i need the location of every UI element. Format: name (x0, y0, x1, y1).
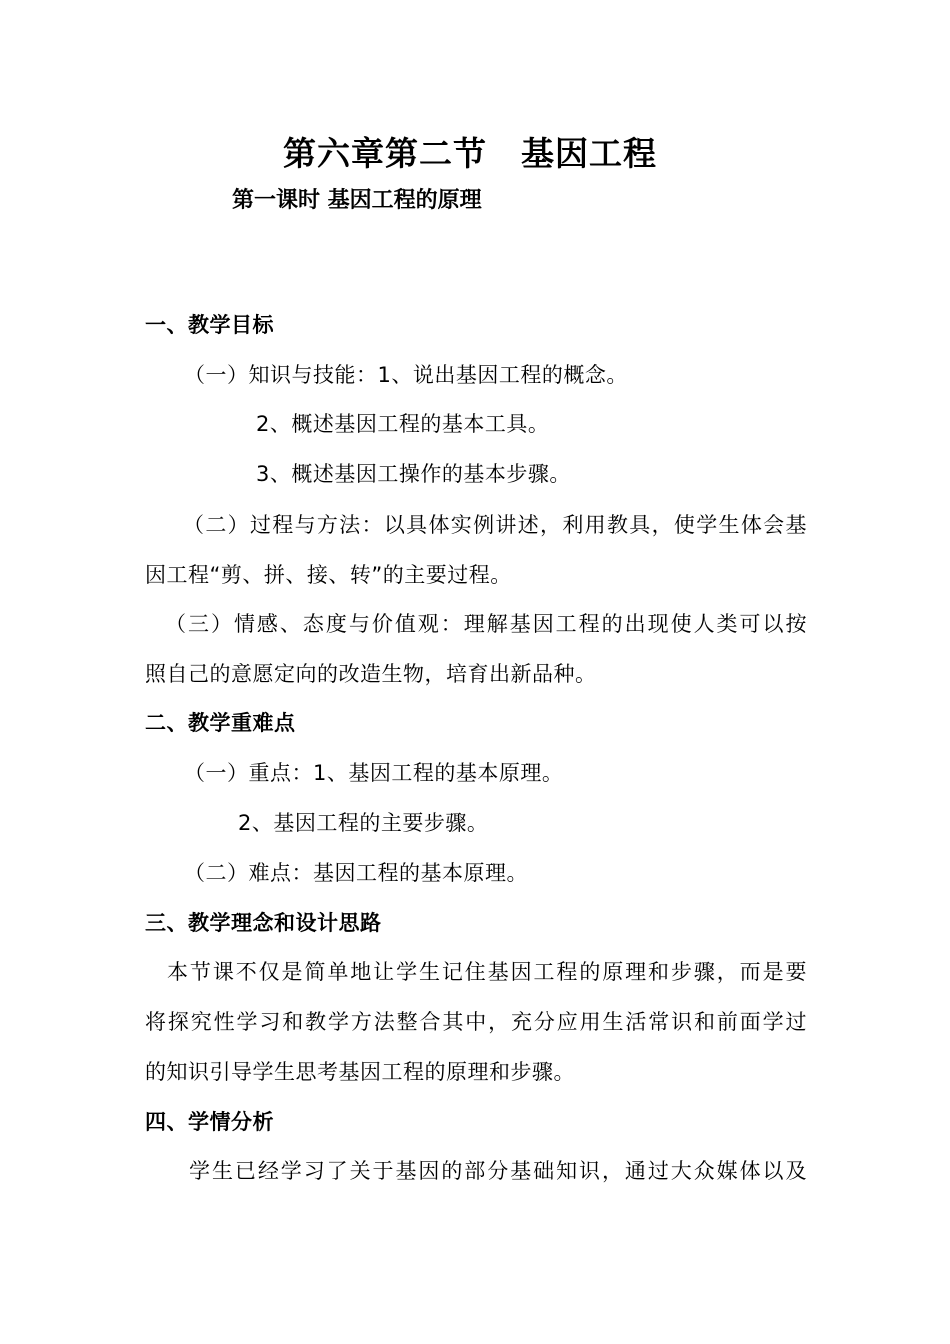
section-heading-key-points: 二、教学重难点 (145, 711, 296, 735)
document-title: 第六章第二节 基因工程 (283, 134, 657, 173)
analysis-line-1: 学生已经学习了关于基因的部分基础知识，通过大众媒体以及 (189, 1159, 807, 1183)
philosophy-line-1: 本节课不仅是简单地让学生记住基因工程的原理和步骤，而是要 (167, 960, 807, 984)
objective-process-line-2: 因工程“剪、拼、接、转”的主要过程。 (145, 563, 512, 587)
philosophy-line-2: 将探究性学习和教学方法整合其中，充分应用生活常识和前面学过 (145, 1010, 807, 1034)
key-point-focus-line-1: （一）重点：1、基因工程的基本原理。 (184, 761, 564, 785)
objective-knowledge-line-2: 2、概述基因工程的基本工具。 (256, 412, 550, 436)
key-point-difficulty: （二）难点：基因工程的基本原理。 (184, 861, 528, 885)
objective-knowledge-line-1: （一）知识与技能：1、说出基因工程的概念。 (184, 363, 628, 387)
objective-emotion-line-2: 照自己的意愿定向的改造生物，培育出新品种。 (145, 662, 597, 686)
section-heading-philosophy: 三、教学理念和设计思路 (145, 911, 382, 935)
key-point-focus-line-2: 2、基因工程的主要步骤。 (238, 811, 489, 835)
objective-emotion-line-1: （三）情感、态度与价值观：理解基因工程的出现使人类可以按 (165, 612, 807, 636)
section-heading-objectives: 一、教学目标 (145, 313, 274, 337)
document-subtitle: 第一课时 基因工程的原理 (232, 188, 482, 213)
philosophy-line-3: 的知识引导学生思考基因工程的原理和步骤。 (145, 1060, 575, 1084)
objective-process-line-1: （二）过程与方法：以具体实例讲述，利用教具，使学生体会基 (183, 513, 807, 537)
objective-knowledge-line-3: 3、概述基因工操作的基本步骤。 (256, 462, 571, 486)
section-heading-analysis: 四、学情分析 (145, 1110, 274, 1134)
